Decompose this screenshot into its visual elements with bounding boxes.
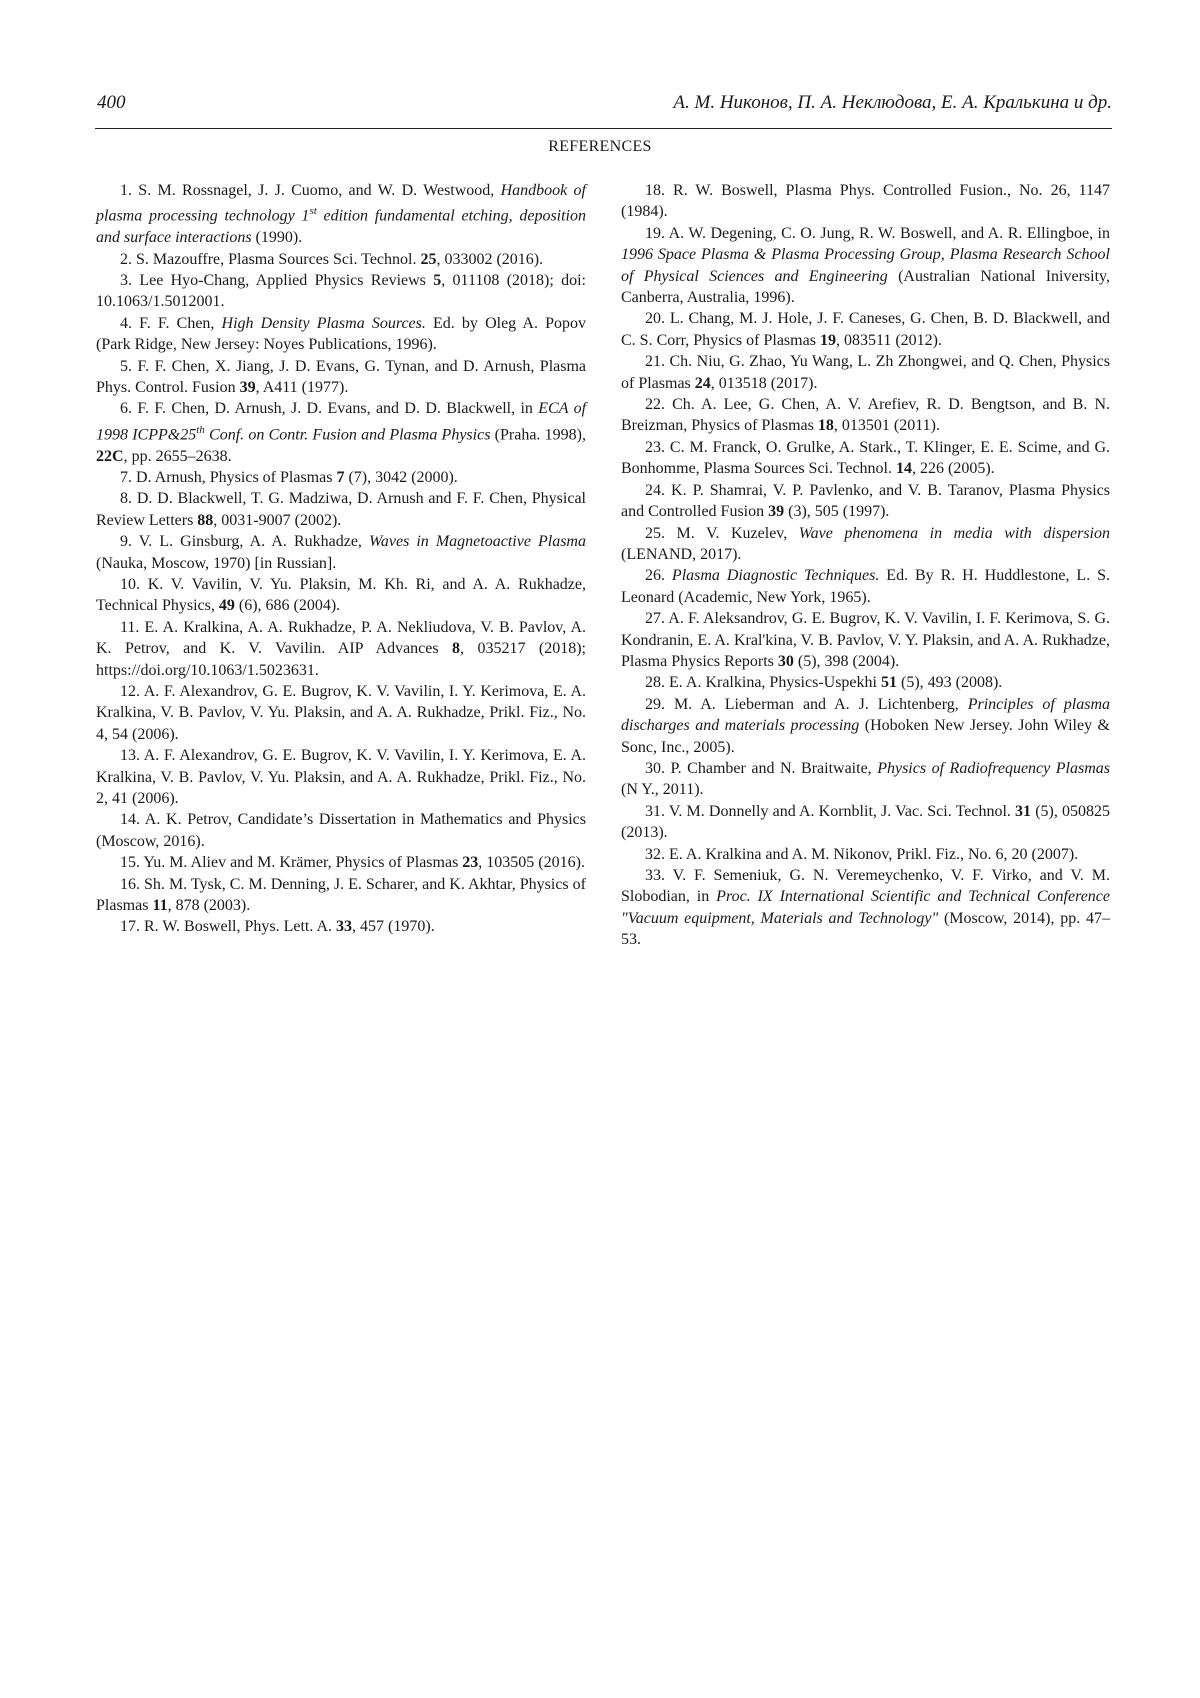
reference-text: , 033002 (2016). — [436, 250, 544, 268]
reference-item — [621, 180, 1110, 223]
reference-text: 39 — [768, 503, 785, 521]
reference-text: (LENAND, 2017). — [621, 545, 742, 563]
reference-text: , 103505 (2016). — [478, 854, 585, 872]
reference-item — [621, 565, 1110, 608]
reference-item — [621, 223, 1110, 309]
reference-text: , 013501 (2011). — [833, 417, 940, 435]
reference-number: 9. — [120, 533, 139, 551]
reference-text: 23 — [462, 854, 479, 872]
reference-number: 8. — [120, 490, 137, 508]
reference-number: 25. — [645, 524, 677, 542]
reference-text: 11 — [152, 897, 168, 915]
reference-text: S. M. Rossnagel, J. J. Cuomo, and W. D. Westwood, — [138, 182, 501, 199]
reference-number: 17. — [120, 918, 144, 936]
reference-text: edition fundamental etching, deposition and surface interactions — [96, 207, 587, 247]
reference-text: D. D. Blackwell, T. G. Madziwa, D. Arnush and F. F. Chen, Physical Review Letters — [96, 490, 587, 529]
reference-text: M. A. Lieberman and A. J. Lichtenberg, — [673, 695, 968, 713]
reference-number: 31. — [645, 802, 669, 820]
reference-text: Handbook of plasma processing technology 1 — [96, 182, 586, 225]
reference-number: 20. — [645, 310, 670, 328]
reference-text: R. W. Boswell, Plasma Phys. Controlled Fusion., No. 26, 1147 (1984). — [621, 182, 1111, 221]
reference-number: 30. — [645, 759, 671, 777]
page-header — [95, 90, 1112, 129]
reference-text: 7 — [336, 468, 345, 486]
reference-number: 16. — [120, 875, 145, 893]
reference-number: 12. — [120, 683, 144, 700]
reference-number: 21. — [645, 353, 670, 371]
reference-item — [621, 672, 1110, 693]
reference-number: 28. — [645, 674, 669, 692]
reference-text: ECA of 1998 ICPP&25 — [96, 400, 587, 444]
reference-text: C. M. Franck, O. Grulke, A. Stark., T. Klinger, E. E. Scime, and G. Bonhomme, Plasma Sources Sci. Technol. — [621, 438, 1111, 478]
reference-text: P. Chamber and N. Braitwaite, — [670, 759, 878, 777]
reference-item — [621, 480, 1110, 523]
reference-text: 51 — [880, 674, 897, 692]
reference-number: 13. — [120, 747, 144, 765]
reference-text: (Nauka, Moscow, 1970) [in Russian]. — [96, 554, 337, 572]
reference-text: (7), 3042 (2000). — [344, 468, 458, 486]
reference-number: 26. — [645, 567, 672, 585]
reference-text: 33 — [336, 918, 353, 936]
reference-item — [621, 758, 1110, 801]
reference-text: 25 — [420, 250, 437, 268]
reference-text: 8 — [452, 640, 461, 658]
reference-text: F. F. Chen, — [139, 314, 222, 332]
reference-text: Principles of plasma discharges and materials processing — [621, 695, 1111, 735]
reference-text: D. Arnush, Physics of Plasmas — [136, 468, 337, 486]
reference-text: (3), 505 (1997). — [784, 503, 890, 521]
reference-text: (N Y., 2011). — [621, 781, 704, 799]
running-title: А. М. Никонов, П. А. Неклюдова, Е. А. Кралькина и др. — [673, 92, 1112, 113]
reference-text: Ed. By R. H. Huddlestone, L. S. Leonard (Academic, New York, 1965). — [621, 567, 1111, 606]
reference-text: 18 — [817, 417, 834, 435]
reference-number: 2. — [120, 250, 136, 268]
reference-text: E. A. Kralkina, Physics-Uspekhi — [669, 674, 881, 692]
reference-text: , 0031-9007 (2002). — [213, 511, 342, 529]
reference-number: 14. — [120, 811, 145, 829]
reference-item — [96, 488, 586, 531]
reference-text: 14 — [896, 460, 912, 478]
reference-item — [621, 608, 1110, 672]
references-column-right — [621, 180, 1110, 951]
reference-text: 24 — [694, 374, 711, 392]
reference-text: Physics of Radiofrequency Plasmas — [877, 759, 1111, 777]
reference-text: L. Chang, M. J. Hole, J. F. Caneses, G. Chen, B. D. Blackwell, and C. S. Corr, Physics of Plasmas — [621, 310, 1111, 349]
reference-text: Yu. M. Aliev and M. Krämer, Physics of Plasmas — [143, 854, 463, 872]
reference-text: V. F. Semeniuk, G. N. Veremeychenko, V. F. Virko, and V. M. Slobodian, in — [621, 867, 1110, 906]
reference-number: 32. — [645, 845, 669, 863]
reference-text: E. A. Kralkina, A. A. Rukhadze, P. A. Nekliudova, V. B. Pavlov, A. K. Petrov, and K. V. Vavilin. AIP Advances — [96, 618, 587, 658]
reference-item — [96, 531, 586, 574]
reference-item — [621, 694, 1110, 758]
reference-text: A. F. Alexandrov, G. E. Bugrov, K. V. Vavilin, I. Y. Kerimova, E. A. Kralkina, V. B. Pavlov, V. Yu. Plaksin, and A. A. Rukhadze, Prikl. Fiz., No. 2, 41 (2006). — [96, 747, 587, 808]
reference-number: 11. — [120, 618, 145, 636]
reference-text: (Praha. 1998), — [490, 426, 586, 444]
reference-number: 4. — [120, 314, 140, 332]
reference-item — [96, 249, 586, 270]
reference-text: F. F. Chen, D. Arnush, J. D. Evans, and D. D. Blackwell, in — [137, 400, 539, 418]
reference-number: 5. — [120, 357, 138, 375]
reference-text: A. W. Degening, C. O. Jung, R. W. Boswell, and A. R. Ellingboe, in — [668, 224, 1110, 242]
reference-text: , 083511 (2012). — [835, 331, 942, 349]
reference-text: , 035217 (2018); https://doi.org/10.1063/1.5023631. — [96, 640, 586, 679]
reference-item — [96, 270, 586, 313]
reference-text: High Density Plasma Sources. — [221, 314, 426, 332]
reference-text: , pp. 2655–2638. — [123, 447, 232, 465]
reference-text: Sh. M. Tysk, C. M. Denning, J. E. Scharer, and K. Akhtar, Physics of Plasmas — [96, 875, 587, 915]
reference-item — [96, 852, 586, 873]
reference-text: Conf. on Contr. Fusion and Plasma Physics — [204, 426, 491, 444]
reference-number: 18. — [645, 182, 674, 199]
reference-number: 27. — [645, 610, 669, 628]
reference-text: Ed. by Oleg A. Popov (Park Ridge, New Jersey: Noyes Publications, 1996). — [96, 314, 586, 354]
reference-text: (5), 398 (2004). — [793, 652, 900, 670]
reference-item — [96, 809, 586, 852]
reference-text: V. L. Ginsburg, A. A. Rukhadze, — [138, 533, 369, 551]
reference-text: , 457 (1970). — [352, 918, 435, 936]
reference-text: Plasma Diagnostic Techniques. — [671, 567, 880, 585]
reference-text: th — [196, 423, 205, 436]
reference-item — [96, 313, 586, 356]
reference-item — [96, 681, 586, 745]
reference-number: 10. — [120, 575, 148, 593]
reference-number: 23. — [645, 438, 670, 456]
reference-item — [621, 844, 1110, 865]
reference-text: A. F. Aleksandrov, G. E. Bugrov, K. V. Vavilin, I. F. Kerimova, S. G. Kondranin, E. A. Kral'kina, V. B. Pavlov, V. Y. Plaksin, and A. A. Rukhadze, Plasma Physics Reports — [621, 610, 1110, 670]
reference-item — [621, 865, 1110, 951]
reference-text: (Moscow, 2014), pp. 47–53. — [621, 909, 1110, 949]
reference-text: K. V. Vavilin, V. Yu. Plaksin, M. Kh. Ri, and A. A. Rukhadze, Technical Physics, — [96, 575, 587, 615]
reference-text: Wave phenomena in media with dispersion — [798, 524, 1111, 542]
reference-text: , 878 (2003). — [167, 897, 251, 915]
reference-text: V. M. Donnelly and A. Kornblit, J. Vac. Sci. Technol. — [668, 802, 1016, 820]
reference-text: (1990). — [251, 229, 303, 247]
reference-text: , A411 (1977). — [255, 378, 349, 396]
reference-text: (Hoboken New Jersey. John Wiley & Sonc, Inc., 2005). — [621, 717, 1110, 756]
reference-item — [621, 523, 1110, 566]
reference-text: 49 — [218, 597, 235, 615]
reference-text: S. Mazouffre, Plasma Sources Sci. Technol. — [136, 250, 421, 268]
reference-item — [621, 801, 1110, 844]
reference-text: 31 — [1015, 802, 1032, 820]
reference-text: Ch. A. Lee, G. Chen, A. V. Arefiev, R. D. Bengtson, and B. N. Breizman, Physics of Plasmas — [621, 396, 1110, 435]
reference-text: st — [309, 205, 317, 218]
references-column-left — [96, 180, 586, 938]
reference-number: 7. — [120, 468, 136, 486]
reference-text: Lee Hyo-Chang, Applied Physics Reviews — [139, 271, 434, 289]
reference-text: Ch. Niu, G. Zhao, Yu Wang, L. Zh Zhongwei, and Q. Chen, Physics of Plasmas — [621, 353, 1111, 392]
reference-item — [96, 617, 586, 681]
reference-number: 33. — [645, 867, 673, 884]
reference-item — [96, 356, 586, 399]
reference-text: 30 — [777, 652, 794, 670]
reference-text: 19 — [819, 331, 836, 349]
reference-number: 22. — [645, 396, 673, 414]
reference-text: 22C — [96, 447, 124, 465]
reference-item — [96, 874, 586, 917]
reference-item — [96, 745, 586, 809]
reference-text: 88 — [197, 511, 214, 529]
reference-text: K. P. Shamrai, V. P. Pavlenko, and V. B. Taranov, Plasma Physics and Controlled Fusion — [621, 481, 1111, 521]
reference-number: 29. — [645, 695, 674, 713]
reference-text: , 013518 (2017). — [710, 374, 818, 392]
reference-item — [96, 467, 586, 488]
reference-text: E. A. Kralkina and A. M. Nikonov, Prikl. Fiz., No. 6, 20 (2007). — [669, 845, 1079, 863]
reference-text: , 226 (2005). — [912, 460, 995, 478]
reference-text: M. V. Kuzelev, — [676, 524, 799, 542]
reference-item — [621, 394, 1110, 437]
reference-number: 19. — [645, 224, 669, 242]
reference-text: Proc. IX International Scientific and Technical Conference "Vacuum equipment, Materials and Technology" — [621, 888, 1111, 927]
reference-text: 1996 Space Plasma & Plasma Processing Group, Plasma Research School of Physical Sciences and Engineering — [621, 246, 1110, 285]
reference-text: F. F. Chen, X. Jiang, J. D. Evans, G. Tynan, and D. Arnush, Plasma Phys. Control. Fusion — [96, 357, 587, 396]
reference-item — [621, 437, 1110, 480]
section-title: REFERENCES — [548, 138, 652, 155]
reference-text: (Australian National Iniversity, Canberra, Australia, 1996). — [621, 267, 1110, 307]
reference-item — [96, 398, 586, 467]
reference-text: (6), 686 (2004). — [234, 597, 341, 615]
reference-number: 24. — [645, 481, 672, 499]
reference-text: R. W. Boswell, Phys. Lett. A. — [144, 918, 337, 936]
reference-text: 5 — [433, 271, 442, 289]
reference-text: (5), 493 (2008). — [896, 674, 1003, 692]
reference-number: 6. — [120, 400, 138, 418]
page-number: 400 — [97, 92, 126, 113]
reference-text: A. F. Alexandrov, G. E. Bugrov, K. V. Vavilin, I. Y. Kerimova, E. A. Kralkina, V. B. Pavlov, V. Yu. Plaksin, and A. A. Rukhadze, Prikl. Fiz., No. 4, 54 (2006). — [96, 683, 587, 743]
reference-text: , 011108 (2018); doi: 10.1063/1.5012001. — [96, 271, 587, 311]
reference-number: 3. — [120, 271, 140, 289]
reference-text: Waves in Magnetoactive Plasma — [369, 533, 586, 551]
reference-text: (5), 050825 (2013). — [621, 802, 1111, 842]
reference-item — [621, 308, 1110, 351]
reference-item — [621, 351, 1110, 394]
reference-number: 1. — [120, 182, 139, 199]
reference-item — [96, 180, 586, 249]
reference-text: A. K. Petrov, Candidate’s Dissertation in Mathematics and Physics (Moscow, 2016). — [96, 811, 586, 850]
reference-item — [96, 574, 586, 617]
reference-number: 15. — [120, 854, 144, 872]
reference-text: 39 — [239, 378, 256, 396]
reference-item — [96, 916, 586, 937]
